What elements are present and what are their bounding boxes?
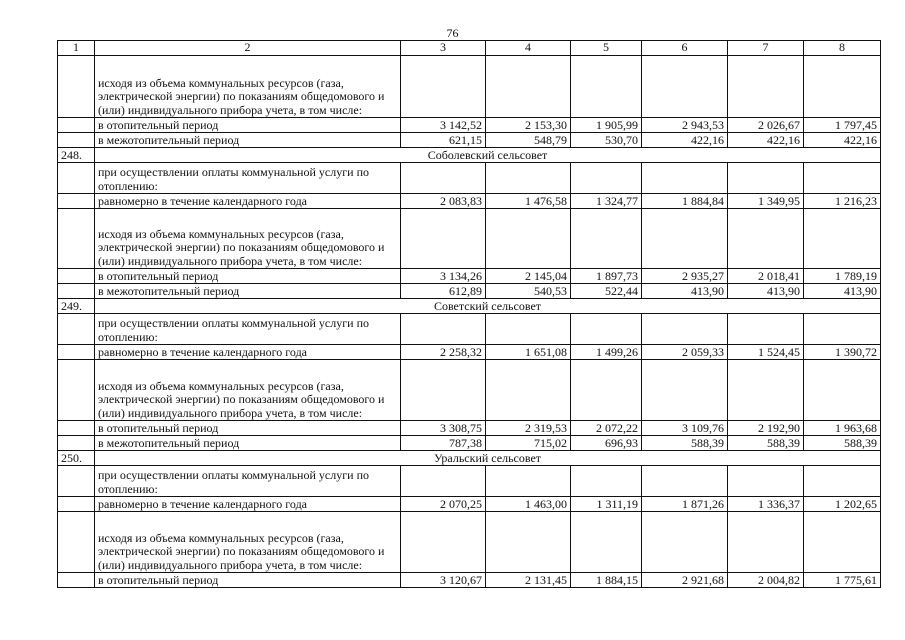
region-number: 249. <box>58 299 95 314</box>
row-number-cell <box>58 118 95 133</box>
header-cell: 3 <box>401 41 486 56</box>
table-header-row <box>58 41 881 56</box>
table-row <box>58 163 881 194</box>
header-cell: 7 <box>728 41 804 56</box>
table-row <box>58 118 881 133</box>
value-cell <box>401 466 486 497</box>
value-cell: 413,90 <box>804 284 881 299</box>
row-number-cell <box>58 163 95 194</box>
value-cell <box>401 56 486 118</box>
value-cell <box>642 360 728 421</box>
value-cell: 588,39 <box>804 436 881 451</box>
row-label: при осуществлении оплаты коммунальной услуги по отоплению: <box>95 466 401 497</box>
value-cell <box>401 163 486 194</box>
value-cell: 548,79 <box>486 133 571 148</box>
header-cell: 5 <box>571 41 642 56</box>
value-cell: 621,15 <box>401 133 486 148</box>
value-cell <box>728 360 804 421</box>
table-row <box>58 497 881 512</box>
value-cell: 2 131,45 <box>486 573 571 588</box>
row-number-cell <box>58 269 95 284</box>
table-row <box>58 194 881 209</box>
value-cell: 530,70 <box>571 133 642 148</box>
value-cell: 2 072,22 <box>571 421 642 436</box>
value-cell: 2 319,53 <box>486 421 571 436</box>
row-number-cell <box>58 56 95 118</box>
value-cell: 2 083,83 <box>401 194 486 209</box>
value-cell <box>804 56 881 118</box>
region-row <box>58 148 881 163</box>
value-cell: 3 308,75 <box>401 421 486 436</box>
row-label: равномерно в течение календарного года <box>95 194 401 209</box>
value-cell <box>642 209 728 269</box>
value-cell: 1 499,26 <box>571 345 642 360</box>
row-number-cell <box>58 421 95 436</box>
tariff-table <box>57 40 881 588</box>
table-row <box>58 284 881 299</box>
value-cell <box>728 314 804 345</box>
value-cell: 1 884,15 <box>571 573 642 588</box>
row-number-cell <box>58 436 95 451</box>
value-cell <box>642 512 728 573</box>
value-cell <box>401 209 486 269</box>
row-number-cell <box>58 466 95 497</box>
value-cell <box>401 314 486 345</box>
page-number: 76 <box>446 26 459 40</box>
value-cell <box>571 314 642 345</box>
value-cell: 2 258,32 <box>401 345 486 360</box>
row-number-cell <box>58 345 95 360</box>
value-cell: 422,16 <box>642 133 728 148</box>
value-cell: 612,89 <box>401 284 486 299</box>
value-cell <box>728 466 804 497</box>
value-cell: 2 026,67 <box>728 118 804 133</box>
value-cell: 1 390,72 <box>804 345 881 360</box>
value-cell <box>728 163 804 194</box>
value-cell <box>642 466 728 497</box>
row-label: при осуществлении оплаты коммунальной услуги по отоплению: <box>95 163 401 194</box>
table-row <box>58 512 881 573</box>
value-cell: 3 142,52 <box>401 118 486 133</box>
value-cell <box>804 163 881 194</box>
value-cell <box>571 512 642 573</box>
value-cell <box>486 512 571 573</box>
header-cell: 6 <box>642 41 728 56</box>
header-cell: 8 <box>804 41 881 56</box>
value-cell <box>486 360 571 421</box>
value-cell: 1 202,65 <box>804 497 881 512</box>
value-cell <box>486 56 571 118</box>
value-cell <box>642 314 728 345</box>
row-number-cell <box>58 133 95 148</box>
value-cell: 1 349,95 <box>728 194 804 209</box>
row-label: равномерно в течение календарного года <box>95 497 401 512</box>
value-cell: 3 109,76 <box>642 421 728 436</box>
value-cell <box>728 512 804 573</box>
value-cell <box>804 314 881 345</box>
row-label: при осуществлении оплаты коммунальной услуги по отоплению: <box>95 314 401 345</box>
row-label: в межотопительный период <box>95 436 401 451</box>
region-row <box>58 299 881 314</box>
value-cell: 1 871,26 <box>642 497 728 512</box>
value-cell <box>642 163 728 194</box>
region-row <box>58 451 881 466</box>
value-cell <box>728 209 804 269</box>
value-cell <box>804 360 881 421</box>
value-cell: 1 336,37 <box>728 497 804 512</box>
row-number-cell <box>58 194 95 209</box>
table-row <box>58 573 881 588</box>
value-cell: 1 651,08 <box>486 345 571 360</box>
value-cell: 2 192,90 <box>728 421 804 436</box>
value-cell: 2 153,30 <box>486 118 571 133</box>
row-label: в отопительный период <box>95 269 401 284</box>
row-label: равномерно в течение календарного года <box>95 345 401 360</box>
value-cell <box>571 56 642 118</box>
value-cell: 1 905,99 <box>571 118 642 133</box>
region-number: 248. <box>58 148 95 163</box>
value-cell: 787,38 <box>401 436 486 451</box>
value-cell <box>486 163 571 194</box>
value-cell: 413,90 <box>728 284 804 299</box>
value-cell <box>804 512 881 573</box>
row-label: исходя из объема коммунальных ресурсов (газа, электрической энергии) по показаниям общедомового и (или) индивидуального прибора учета, в том числе: <box>95 512 401 573</box>
value-cell: 2 921,68 <box>642 573 728 588</box>
value-cell: 2 004,82 <box>728 573 804 588</box>
row-label: в отопительный период <box>95 118 401 133</box>
table-row <box>58 466 881 497</box>
value-cell: 1 884,84 <box>642 194 728 209</box>
value-cell <box>486 466 571 497</box>
row-number-cell <box>58 512 95 573</box>
header-cell: 2 <box>95 41 401 56</box>
value-cell <box>401 512 486 573</box>
value-cell <box>571 360 642 421</box>
row-label: исходя из объема коммунальных ресурсов (газа, электрической энергии) по показаниям общедомового и (или) индивидуального прибора учета, в том числе: <box>95 209 401 269</box>
value-cell: 422,16 <box>728 133 804 148</box>
value-cell: 1 897,73 <box>571 269 642 284</box>
value-cell: 588,39 <box>728 436 804 451</box>
value-cell: 1 324,77 <box>571 194 642 209</box>
table-row <box>58 345 881 360</box>
row-label: в межотопительный период <box>95 133 401 148</box>
region-number: 250. <box>58 451 95 466</box>
value-cell: 3 134,26 <box>401 269 486 284</box>
value-cell: 1 789,19 <box>804 269 881 284</box>
value-cell: 2 943,53 <box>642 118 728 133</box>
value-cell: 2 070,25 <box>401 497 486 512</box>
row-number-cell <box>58 209 95 269</box>
value-cell: 1 463,00 <box>486 497 571 512</box>
value-cell: 522,44 <box>571 284 642 299</box>
header-cell: 4 <box>486 41 571 56</box>
row-number-cell <box>58 573 95 588</box>
row-label: исходя из объема коммунальных ресурсов (газа, электрической энергии) по показаниям общедомового и (или) индивидуального прибора учета, в том числе: <box>95 360 401 421</box>
table-row <box>58 360 881 421</box>
region-title: Уральский сельсовет <box>95 451 881 466</box>
value-cell: 422,16 <box>804 133 881 148</box>
table-row <box>58 421 881 436</box>
value-cell: 1 524,45 <box>728 345 804 360</box>
value-cell: 2 018,41 <box>728 269 804 284</box>
value-cell: 413,90 <box>642 284 728 299</box>
table-row <box>58 436 881 451</box>
header-cell: 1 <box>58 41 95 56</box>
value-cell <box>486 209 571 269</box>
value-cell: 696,93 <box>571 436 642 451</box>
table-row <box>58 133 881 148</box>
value-cell <box>728 56 804 118</box>
row-label: исходя из объема коммунальных ресурсов (газа, электрической энергии) по показаниям общедомового и (или) индивидуального прибора учета, в том числе: <box>95 56 401 118</box>
table-row <box>58 269 881 284</box>
value-cell: 715,02 <box>486 436 571 451</box>
row-label: в отопительный период <box>95 573 401 588</box>
value-cell: 1 216,23 <box>804 194 881 209</box>
value-cell <box>571 209 642 269</box>
value-cell: 588,39 <box>642 436 728 451</box>
value-cell <box>571 466 642 497</box>
value-cell: 2 059,33 <box>642 345 728 360</box>
value-cell <box>571 163 642 194</box>
value-cell <box>642 56 728 118</box>
value-cell: 1 775,61 <box>804 573 881 588</box>
value-cell: 540,53 <box>486 284 571 299</box>
value-cell: 1 476,58 <box>486 194 571 209</box>
value-cell: 2 935,27 <box>642 269 728 284</box>
value-cell: 1 311,19 <box>571 497 642 512</box>
table-row <box>58 209 881 269</box>
table-row <box>58 314 881 345</box>
table-row <box>58 56 881 118</box>
value-cell: 3 120,67 <box>401 573 486 588</box>
row-label: в отопительный период <box>95 421 401 436</box>
value-cell: 1 963,68 <box>804 421 881 436</box>
row-label: в межотопительный период <box>95 284 401 299</box>
region-title: Советский сельсовет <box>95 299 881 314</box>
row-number-cell <box>58 314 95 345</box>
value-cell <box>401 360 486 421</box>
row-number-cell <box>58 497 95 512</box>
value-cell <box>486 314 571 345</box>
row-number-cell <box>58 284 95 299</box>
value-cell: 1 797,45 <box>804 118 881 133</box>
row-number-cell <box>58 360 95 421</box>
value-cell <box>804 209 881 269</box>
value-cell <box>804 466 881 497</box>
value-cell: 2 145,04 <box>486 269 571 284</box>
region-title: Соболевский сельсовет <box>95 148 881 163</box>
